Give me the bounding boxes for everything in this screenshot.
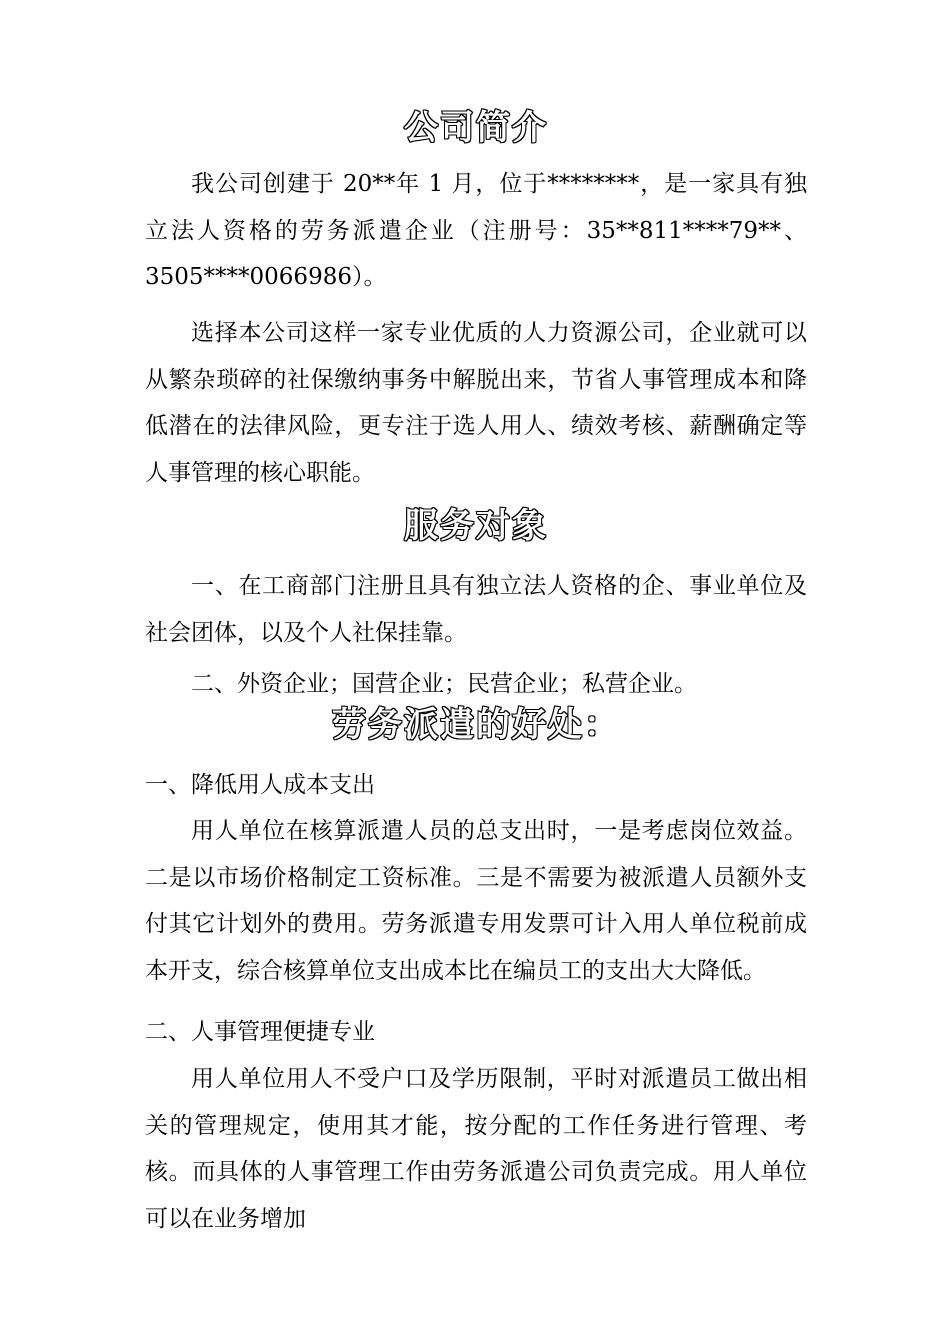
clients-paragraph-1: 一、在工商部门注册且具有独立法人资格的企、事业单位及社会团体，以及个人社保挂靠。 bbox=[145, 573, 807, 646]
benefit-2-body: 用人单位用人不受户口及学历限制，平时对派遣员工做出相关的管理规定，使用其才能，按分配的工作任务进行管理、考核。而具体的人事管理工作由劳务派遣公司负责完成。用人单位可以在业务增加 bbox=[145, 1066, 807, 1232]
heading-company-intro: 公司简介 bbox=[404, 108, 548, 148]
clients-paragraph-2: 二、外资企业；国营企业；民营企业；私营企业。 bbox=[191, 671, 697, 697]
intro-paragraph-2: 选择本公司这样一家专业优质的人力资源公司，企业就可以从繁杂琐碎的社保缴纳事务中解脱出来，节省人事管理成本和降低潜在的法律风险，更专注于选人用人、绩效考核、薪酬确定等人事管理的核心职能。 bbox=[145, 320, 807, 486]
benefit-2-title: 二、人事管理便捷专业 bbox=[145, 1019, 375, 1045]
benefit-1-body: 用人单位在核算派遣人员的总支出时，一是考虑岗位效益。二是以市场价格制定工资标准。三是不需要为被派遣人员额外支付其它计划外的费用。劳务派遣专用发票可计入用人单位税前成本开支，综合核算单位支出成本比在编员工的支出大大降低。 bbox=[145, 818, 807, 984]
heading-service-clients: 服务对象 bbox=[404, 506, 548, 546]
heading-dispatch-benefits: 劳务派遣的好处： bbox=[332, 705, 620, 745]
intro-paragraph-1: 我公司创建于 20**年 1 月，位于********，是一家具有独立法人资格的劳务派遣企业（注册号：35**811****79**、3505****0066986）。 bbox=[145, 171, 807, 290]
benefit-1-title: 一、降低用人成本支出 bbox=[145, 772, 375, 798]
